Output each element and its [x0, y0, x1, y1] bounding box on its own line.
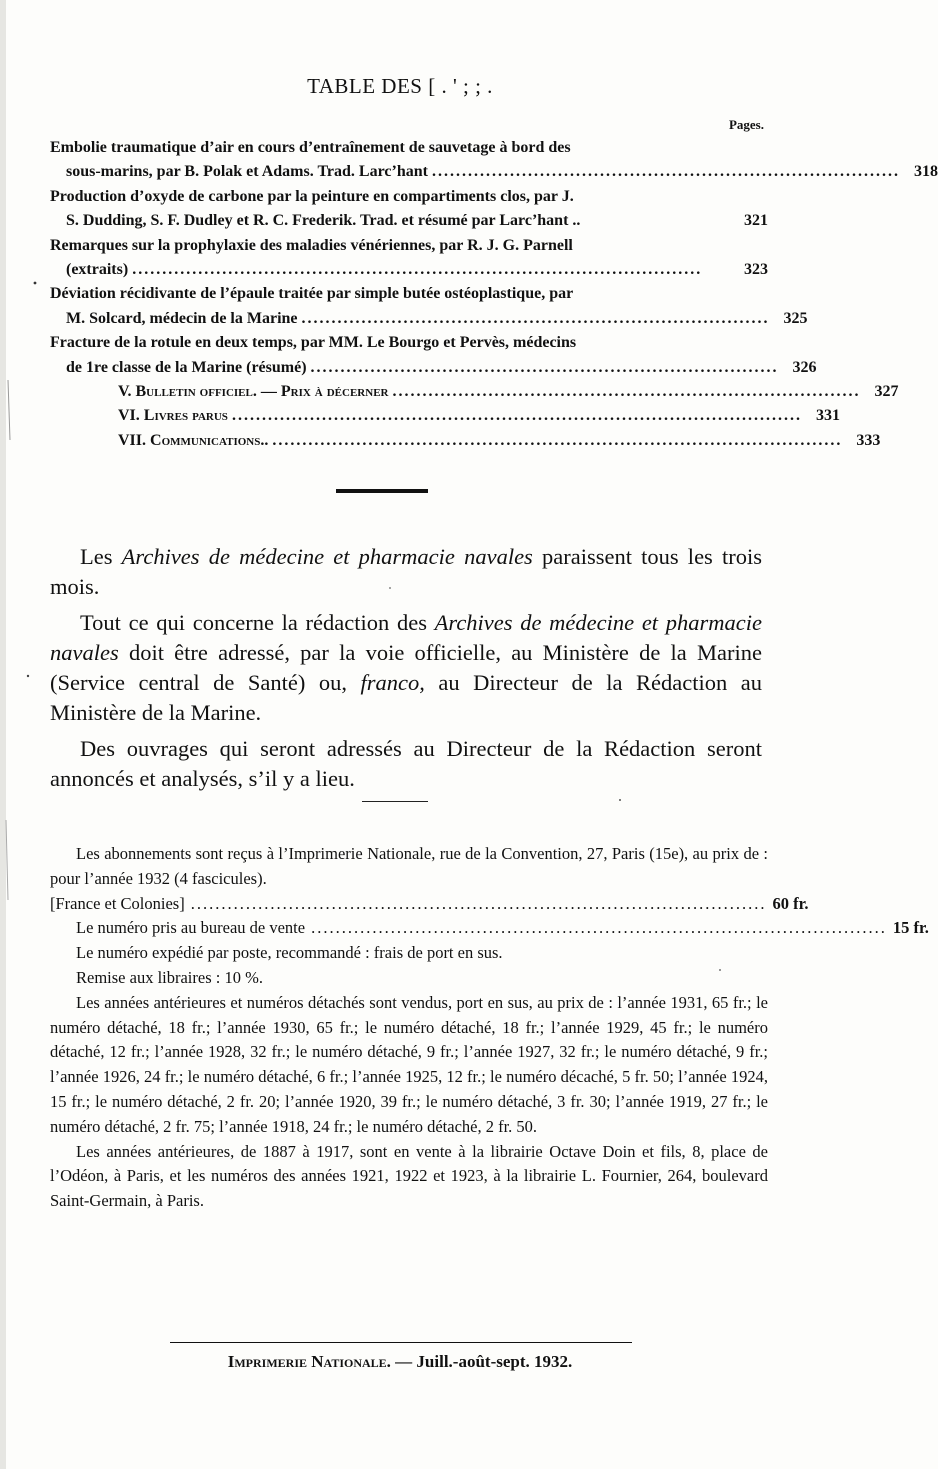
price-line [50, 916, 929, 941]
toc-section-label: V. Bulletin officiel. — Prix à décerner [118, 383, 389, 401]
postage-note: Le numéro expédié par poste, recommandé : frais de port en sus. [76, 943, 503, 963]
toc-page-number: 333 [856, 431, 881, 449]
toc-entry [50, 185, 768, 234]
older-issues-paragraph: Les années antérieures, de 1887 à 1917, sont en vente à la librairie Octave Doin et fils, 8, place de l’Odéon, à Paris, et les numéros des années 1921, 1922 et 1923, à la librairie L. Fournier, 264, boulevard Saint-Germain, à Paris. [50, 1141, 768, 1211]
editorial-notice [50, 542, 762, 800]
printer-name: Imprimerie Nationale. [227, 1352, 391, 1371]
toc-entry-line: Fracture de la rotule en deux temps, par MM. Le Bourgo et Pervès, médecins [50, 334, 577, 352]
page-header: TABLE DES [ . ' ; ; . [307, 74, 493, 98]
toc-section [50, 404, 840, 428]
toc-section-label: VII. Communications.. [118, 431, 269, 449]
toc-page-number: 318 [913, 163, 938, 181]
price-value: 60 fr. [772, 893, 809, 913]
price-value: 15 fr. [892, 918, 929, 938]
notice-paragraph: Des ouvrages qui seront adressés au Directeur de la Rédaction seront annoncés et analysés, s’il y a lieu. [50, 736, 762, 791]
notice-text: paraissent tous les trois mois. [50, 544, 762, 599]
leader-dots: .............................................................................. [301, 309, 770, 327]
toc-page-number: 321 [744, 212, 768, 230]
toc-entry-line: Production d’oxyde de carbone par la peinture en compartiments clos, par J. [50, 187, 574, 205]
toc-page-number: 327 [874, 383, 899, 401]
short-divider [362, 801, 428, 802]
issue-date: — Juill.-août-sept. 1932. [390, 1352, 573, 1371]
leader-dots: .............................................................................. [310, 358, 779, 376]
notice-text: doit être adressé, par la voie officielle, au Ministère de la Marine (Service central de Santé) ou, [50, 640, 762, 695]
pages-column-label: Pages. [728, 117, 764, 132]
footer-rule [170, 1342, 632, 1343]
toc-entry-line: M. Solcard, médecin de la Marine [66, 309, 298, 327]
leader-dots: ............................................................................................... [231, 407, 802, 425]
toc-entry-line: de 1re classe de la Marine (résumé) [66, 358, 307, 376]
toc-page-number: 325 [783, 309, 808, 327]
toc-entry [50, 282, 808, 331]
notice-text: au Directeur de la Rédaction au Ministère de la Marine. [50, 670, 762, 725]
price-label: Le numéro pris au bureau de vente [76, 918, 306, 938]
subscription-info [50, 842, 929, 1214]
notice-paragraph [50, 542, 762, 602]
franco-word: franco, [360, 670, 425, 695]
toc-entry-line: Déviation récidivante de l’épaule traitée par simple butée ostéoplastique, par [50, 285, 574, 303]
toc-entry [50, 234, 768, 283]
toc-entry-line: Embolie traumatique d’air en cours d’entraînement de sauvetage à bord des [50, 139, 571, 156]
leader-dots: ............................................................................................... [132, 261, 703, 279]
price-line [50, 892, 809, 917]
discount-note: Remise aux libraires : 10 %. [76, 967, 263, 987]
section-divider [336, 489, 428, 493]
leader-dots: .............................................................................................. [311, 918, 887, 938]
notice-text: Tout ce qui concerne la rédaction des [80, 610, 435, 635]
table-of-contents [50, 136, 938, 453]
imprint-footer [0, 1352, 800, 1372]
toc-section [50, 380, 899, 404]
toc-section [50, 429, 881, 453]
price-label: [France et Colonies] [50, 893, 185, 913]
toc-page-number: 323 [744, 261, 768, 279]
notice-text: Les [80, 544, 122, 569]
leader-dots: ............................................................................................... [272, 431, 843, 449]
subscription-intro: Les abonnements sont reçus à l’Imprimerie Nationale, rue de la Convention, 27, Paris (15e), au prix de : pour l’année 1932 (4 fascicules). [50, 844, 768, 888]
toc-entry-line: Remarques sur la prophylaxie des maladies vénériennes, par R. J. G. Parnell [50, 236, 573, 254]
toc-entry-line: (extraits) [66, 261, 129, 279]
toc-page-number: 331 [815, 407, 840, 425]
back-issues-paragraph: Les années antérieures et numéros détachés sont vendus, port en sus, au prix de : l’année 1931, 65 fr.; le numéro détaché, 18 fr.; l’année 1930, 65 fr.; le numéro détaché, 18 fr.; l’année 1929, 45 fr.; le numéro détaché, 12 fr.; l’année 1928, 32 fr.; le numéro détaché, 9 fr.; l’année 1927, 32 fr.; le numéro détaché, 9 fr.; l’année 1926, 24 fr.; le numéro détaché, 6 fr.; l’année 1925, 12 fr.; le numéro décaché, 5 fr. 50; l’année 1924, 15 fr.; le numéro détaché, 2 fr. 20; l’année 1920, 39 fr.; le numéro détaché, 3 fr. 30; l’année 1919, 27 fr.; le numéro détaché, 2 fr. 75; l’année 1918, 24 fr.; le numéro détaché, 2 fr. 50. [50, 992, 768, 1136]
notice-paragraph [50, 608, 762, 728]
journal-title: Archives de médecine et pharmacie navales [50, 610, 762, 665]
leader-dots: .............................................................................. [392, 383, 861, 401]
journal-title: Archives de médecine et pharmacie navales [121, 544, 533, 569]
leader-dots: .............................................................................. [431, 163, 900, 181]
toc-section-label: VI. Livres parus [118, 407, 228, 425]
toc-page-number: 326 [792, 358, 817, 376]
toc-entry-line: S. Dudding, S. F. Dudley et R. C. Frederik. Trad. et résumé par Larc’hant .. [66, 212, 581, 230]
toc-entry-line: sous-marins, par B. Polak et Adams. Trad. Larc’hant [66, 163, 428, 181]
leader-dots: .............................................................................................. [190, 893, 767, 913]
toc-entry [50, 331, 817, 380]
toc-entry [50, 136, 938, 185]
